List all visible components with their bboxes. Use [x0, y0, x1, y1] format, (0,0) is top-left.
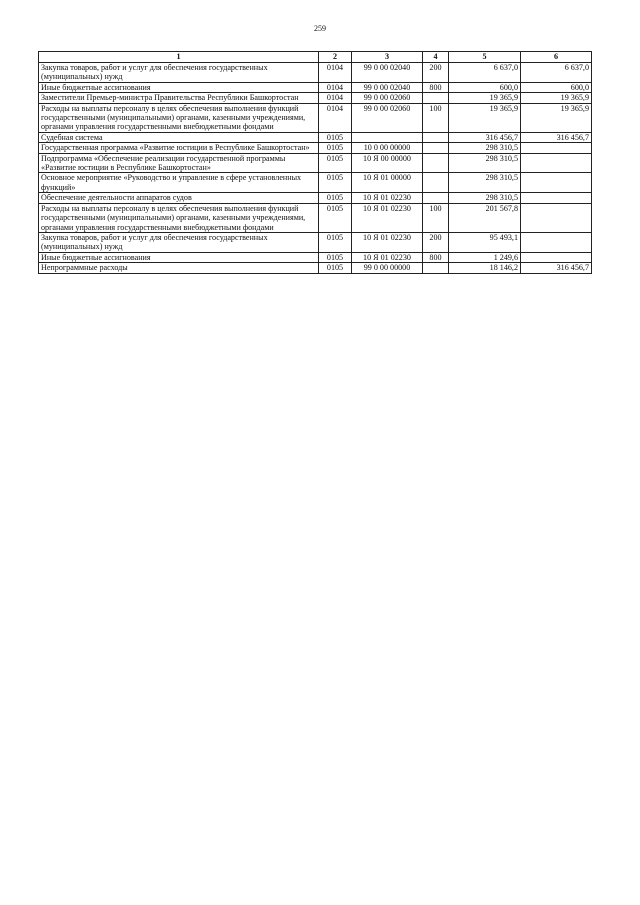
expense-type-code: [423, 173, 449, 193]
expense-type-code: [423, 93, 449, 103]
expense-type-code: [423, 153, 449, 173]
target-article-code: 99 0 00 02040: [352, 63, 423, 83]
expense-type-code: 800: [423, 82, 449, 92]
expense-type-code: [423, 263, 449, 273]
target-article-code: [352, 132, 423, 142]
section-code: 0105: [319, 143, 352, 153]
table-header-row: [39, 52, 592, 63]
amount-col-5: 298 310,5: [449, 153, 521, 173]
budget-table: [38, 51, 592, 274]
amount-col-5: 316 456,7: [449, 132, 521, 142]
amount-col-6: [521, 143, 592, 153]
table-row: [39, 232, 592, 252]
amount-col-6: 316 456,7: [521, 263, 592, 273]
column-header: 5: [449, 52, 521, 63]
target-article-code: 10 Я 00 00000: [352, 153, 423, 173]
row-description: Закупка товаров, работ и услуг для обеспечения государственных (муниципальных) нужд: [39, 63, 319, 83]
expense-type-code: 100: [423, 103, 449, 132]
amount-col-6: [521, 203, 592, 232]
target-article-code: 99 0 00 02060: [352, 93, 423, 103]
amount-col-6: 19 365,9: [521, 93, 592, 103]
target-article-code: 10 0 00 00000: [352, 143, 423, 153]
table-row: [39, 203, 592, 232]
page-number: 259: [314, 24, 326, 33]
row-description: Непрограммные расходы: [39, 263, 319, 273]
row-description: Расходы на выплаты персоналу в целях обеспечения выполнения функций государственными (муниципальными) органами, казенными учреждениями, органами управления государственными внебюджетными фондами: [39, 203, 319, 232]
amount-col-5: 95 493,1: [449, 232, 521, 252]
target-article-code: 10 Я 01 00000: [352, 173, 423, 193]
expense-type-code: 100: [423, 203, 449, 232]
amount-col-5: 18 146,2: [449, 263, 521, 273]
amount-col-5: 298 310,5: [449, 143, 521, 153]
expense-type-code: [423, 132, 449, 142]
table-row: [39, 263, 592, 273]
target-article-code: 10 Я 01 02230: [352, 252, 423, 262]
section-code: 0104: [319, 93, 352, 103]
amount-col-6: [521, 153, 592, 173]
section-code: 0105: [319, 252, 352, 262]
section-code: 0105: [319, 263, 352, 273]
column-header: 1: [39, 52, 319, 63]
table-row: [39, 63, 592, 83]
target-article-code: 99 0 00 02040: [352, 82, 423, 92]
expense-type-code: [423, 193, 449, 203]
amount-col-5: 298 310,5: [449, 193, 521, 203]
section-code: 0104: [319, 82, 352, 92]
expense-type-code: 200: [423, 63, 449, 83]
row-description: Судебная система: [39, 132, 319, 142]
column-header: 2: [319, 52, 352, 63]
row-description: Подпрограмма «Обеспечение реализации государственной программы «Развитие юстиции в Республике Башкортостан»: [39, 153, 319, 173]
amount-col-6: [521, 193, 592, 203]
amount-col-5: 298 310,5: [449, 173, 521, 193]
column-header: 4: [423, 52, 449, 63]
amount-col-6: [521, 232, 592, 252]
amount-col-5: 201 567,8: [449, 203, 521, 232]
amount-col-6: 6 637,0: [521, 63, 592, 83]
row-description: Обеспечение деятельности аппаратов судов: [39, 193, 319, 203]
amount-col-5: 1 249,6: [449, 252, 521, 262]
amount-col-6: 316 456,7: [521, 132, 592, 142]
table-row: [39, 252, 592, 262]
table-row: [39, 93, 592, 103]
amount-col-6: [521, 173, 592, 193]
section-code: 0105: [319, 173, 352, 193]
table-row: [39, 173, 592, 193]
section-code: 0104: [319, 103, 352, 132]
section-code: 0105: [319, 203, 352, 232]
row-description: Иные бюджетные ассигнования: [39, 252, 319, 262]
expense-type-code: 200: [423, 232, 449, 252]
section-code: 0105: [319, 232, 352, 252]
amount-col-6: 600,0: [521, 82, 592, 92]
column-header: 3: [352, 52, 423, 63]
amount-col-5: 600,0: [449, 82, 521, 92]
target-article-code: 99 0 00 00000: [352, 263, 423, 273]
target-article-code: 10 Я 01 02230: [352, 193, 423, 203]
expense-type-code: [423, 143, 449, 153]
amount-col-6: [521, 252, 592, 262]
row-description: Иные бюджетные ассигнования: [39, 82, 319, 92]
table-row: [39, 143, 592, 153]
section-code: 0105: [319, 153, 352, 173]
table-body: [39, 63, 592, 274]
table-row: [39, 193, 592, 203]
row-description: Закупка товаров, работ и услуг для обеспечения государственных (муниципальных) нужд: [39, 232, 319, 252]
section-code: 0105: [319, 193, 352, 203]
target-article-code: 10 Я 01 02230: [352, 232, 423, 252]
row-description: Заместители Премьер-министра Правительства Республики Башкортостан: [39, 93, 319, 103]
table-row: [39, 132, 592, 142]
row-description: Государственная программа «Развитие юстиции в Республике Башкортостан»: [39, 143, 319, 153]
section-code: 0105: [319, 132, 352, 142]
amount-col-5: 19 365,9: [449, 93, 521, 103]
table-row: [39, 153, 592, 173]
expense-type-code: 800: [423, 252, 449, 262]
section-code: 0104: [319, 63, 352, 83]
amount-col-5: 19 365,9: [449, 103, 521, 132]
amount-col-5: 6 637,0: [449, 63, 521, 83]
table-row: [39, 103, 592, 132]
row-description: Расходы на выплаты персоналу в целях обеспечения выполнения функций государственными (муниципальными) органами, казенными учреждениями, органами управления государственными внебюджетными фондами: [39, 103, 319, 132]
target-article-code: 99 0 00 02060: [352, 103, 423, 132]
row-description: Основное мероприятие «Руководство и управление в сфере установленных функций»: [39, 173, 319, 193]
column-header: 6: [521, 52, 592, 63]
amount-col-6: 19 365,9: [521, 103, 592, 132]
target-article-code: 10 Я 01 02230: [352, 203, 423, 232]
table-row: [39, 82, 592, 92]
